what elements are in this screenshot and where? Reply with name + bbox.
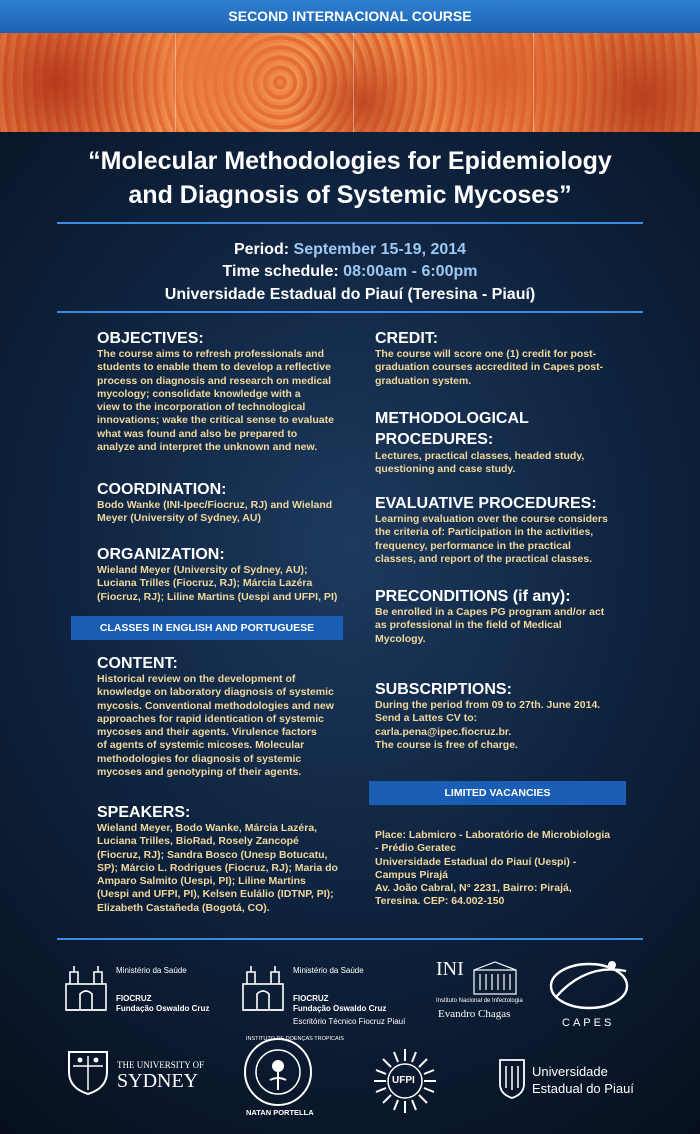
limited-vacancies-badge: LIMITED VACANCIES — [369, 781, 626, 805]
evaluative-section — [375, 495, 635, 566]
text-line: analyze and interpret the unknown and new. — [97, 441, 318, 454]
period-label: Period: — [233, 241, 290, 258]
credit-section — [375, 330, 635, 388]
text-line: Mycology. — [375, 632, 426, 645]
classes-language-badge: CLASSES IN ENGLISH AND PORTUGUESE — [71, 616, 343, 640]
methodological-text — [375, 450, 635, 477]
text-line: Wieland Meyer (University of Sydney, AU); — [97, 564, 308, 576]
coordination-heading: COORDINATION: — [97, 481, 227, 498]
coordination-section — [97, 481, 362, 526]
text-line: mycoses and genotyping of their agents. — [97, 766, 302, 779]
course-title — [30, 144, 670, 212]
text-line: Wieland Meyer, Bodo Wanke, Márcia Lazéra, — [97, 822, 318, 834]
uespi-line2: Estadual do Piauí — [532, 1081, 634, 1096]
venue: Universidade Estadual do Piauí (Teresina - Piauí) — [164, 286, 536, 303]
sydney-line2: SYDNEY — [117, 1070, 199, 1092]
banner-panel — [0, 33, 176, 132]
text-line: as professional in the field of Medical — [375, 619, 562, 632]
office-label: Escritório Técnico Fiocruz Piauí — [293, 1017, 406, 1026]
speakers-section — [97, 804, 362, 915]
capes-orbit-icon — [546, 955, 632, 1013]
coordination-text — [97, 499, 362, 526]
text-line: Meyer (University of Sydney, AU) — [97, 512, 261, 525]
time-label: Time schedule: — [222, 263, 339, 280]
text-line: (Fiocruz, RJ); Liline Martins (Uespi and UFPI, PI) — [97, 590, 338, 603]
text-line: the criteria of: Participation in the activities, — [375, 526, 594, 539]
ministry-label: Ministério da Saúde — [293, 966, 364, 975]
text-line: Campus Pirajá — [375, 868, 448, 881]
text-line: The course will score one (1) credit for post- — [375, 348, 597, 360]
fiocruz-building-icon — [241, 962, 285, 1014]
text-line: process on diagnosis and research on medical — [97, 374, 331, 387]
text-line: During the period from 09 to 27th. June 2014. — [375, 699, 601, 711]
time-line — [0, 262, 700, 282]
text-line: Place: Labmicro - Laboratório de Microbiologia — [375, 829, 611, 841]
fiocruz-building-icon — [64, 962, 108, 1014]
heading-line: PROCEDURES: — [375, 431, 494, 448]
capes-name: CAPES — [562, 1017, 615, 1029]
text-line: Historical review on the development of — [97, 673, 296, 685]
evaluative-text — [375, 513, 635, 566]
content-heading: CONTENT: — [97, 655, 178, 672]
fiocruz-fullname: Fundação Oswaldo Cruz — [116, 1004, 210, 1013]
ini-acronym: INI — [436, 958, 464, 980]
ufpi-logo — [370, 1045, 440, 1117]
course-label-bar — [0, 0, 700, 33]
text-line: of agents of systemic micoses. Molecular — [97, 739, 305, 752]
course-title-line: and Diagnosis of Systemic Mycoses” — [128, 181, 572, 209]
course-title-line: “Molecular Methodologies for Epidemiology — [88, 147, 612, 175]
evaluative-heading: EVALUATIVE PROCEDURES: — [375, 495, 597, 512]
subscriptions-section — [375, 681, 635, 752]
fiocruz-logo — [64, 962, 234, 1022]
credit-text — [375, 348, 635, 388]
divider — [57, 222, 643, 224]
course-label: SECOND INTERNACIONAL COURSE — [228, 8, 472, 24]
period-value: September 15-19, 2014 — [293, 241, 467, 258]
text-line: methodologies for diagnosis of systemic — [97, 752, 302, 765]
text-line: graduation courses accredited in Capes post- — [375, 361, 604, 374]
content-text — [97, 673, 362, 779]
text-line: approaches for rapid identication of systemic — [97, 712, 324, 725]
text-line: (Fiocruz, RJ); Sandra Bosco (Unesp Botucatu, — [97, 848, 328, 861]
idtnp-logo — [240, 1036, 344, 1120]
fiocruz-fullname: Fundação Oswaldo Cruz — [293, 1004, 387, 1013]
banner-panel — [354, 33, 534, 132]
speakers-text — [97, 822, 362, 915]
capes-logo — [546, 955, 636, 1031]
text-line: view to the incorporation of technological — [97, 401, 306, 414]
text-line: The course aims to refresh professionals and — [97, 348, 324, 360]
fiocruz-name: FIOCRUZ — [293, 994, 329, 1003]
text-line: Learning evaluation over the course considers — [375, 513, 608, 525]
text-line: Be enrolled in a Capes PG program and/or act — [375, 606, 605, 618]
ini-building-icon — [472, 960, 518, 996]
text-line: questioning and case study. — [375, 463, 516, 476]
banner-panel — [534, 33, 700, 132]
text-line: Luciana Trilles, BioRad, Rosely Zancopé — [97, 835, 299, 848]
divider — [57, 938, 643, 940]
text-line: SP); Márcio L. Rodrigues (Fiocruz, RJ); Maria do — [97, 861, 338, 874]
text-line: knowledge on laboratory diagnosis of systemic — [97, 686, 334, 699]
uespi-logo — [498, 1058, 648, 1106]
ini-logo — [434, 958, 524, 1028]
text-line: - Prédio Geratec — [375, 842, 457, 855]
text-line: Luciana Trilles (Fiocruz, RJ); Márcia Lazéra — [97, 577, 313, 590]
text-line: Bodo Wanke (INI-Ipec/Fiocruz, RJ) and Wieland — [97, 499, 333, 511]
methodological-heading — [375, 408, 635, 450]
sydney-crest-icon — [67, 1050, 109, 1096]
text-line: Av. João Cabral, N° 2231, Bairro: Pirajá, — [375, 882, 572, 895]
text-line: frequency, performance in the practical — [375, 539, 571, 552]
organization-heading: ORGANIZATION: — [97, 546, 225, 563]
text-line: The course is free of charge. — [375, 738, 518, 751]
place-text — [375, 829, 640, 909]
divider — [57, 311, 643, 313]
idtnp-name: NATAN PORTELLA — [246, 1108, 314, 1117]
text-line: (Uespi and UFPI, PI), Kelsen Eulálio (IDTNP, PI); — [97, 888, 334, 901]
sydney-logo — [67, 1050, 207, 1100]
sydney-line1: THE UNIVERSITY OF — [117, 1060, 205, 1070]
microscopy-banner — [0, 33, 700, 132]
ufpi-name: UFPI — [392, 1075, 415, 1086]
ministry-label: Ministério da Saúde — [116, 966, 187, 975]
credit-heading: CREDIT: — [375, 330, 439, 347]
uespi-line1: Universidade — [532, 1064, 608, 1079]
text-line: classes, and report of the practical classes. — [375, 552, 593, 565]
time-value: 08:00am - 6:00pm — [343, 263, 478, 280]
place-section — [375, 829, 640, 909]
text-line: what was found and also be prepared to — [97, 427, 298, 440]
objectives-heading: OBJECTIVES: — [97, 330, 204, 347]
fiocruz-piaui-logo — [241, 962, 421, 1026]
ini-name: Evandro Chagas — [438, 1008, 511, 1020]
uespi-crest-icon — [498, 1058, 526, 1100]
text-line: Amparo Salmito (Uespi, PI); Liline Martins — [97, 875, 306, 888]
objectives-section — [97, 330, 362, 454]
text-line: innovations; wake the critical sense to evaluate — [97, 414, 334, 427]
text-line: Send a Lattes CV to: — [375, 712, 478, 725]
text-line: Universidade Estadual do Piauí (Uespi) - — [375, 855, 577, 868]
ini-institute: Instituto Nacional de Infectologia — [436, 998, 523, 1004]
banner-panel — [176, 33, 354, 132]
speakers-heading: SPEAKERS: — [97, 804, 191, 821]
preconditions-heading: PRECONDITIONS (if any): — [375, 588, 571, 605]
email-link[interactable]: carla.pena@ipec.fiocruz.br. — [375, 725, 512, 738]
text-line: Lectures, practical classes, headed study, — [375, 450, 585, 462]
preconditions-section — [375, 588, 635, 646]
heading-line: METHODOLOGICAL — [375, 410, 529, 427]
organization-section — [97, 546, 362, 604]
subscriptions-text — [375, 699, 635, 752]
text-line: Teresina. CEP: 64.002-150 — [375, 895, 505, 908]
idtnp-ring: INSTITUTO DE DOENÇAS TROPICAIS — [246, 1036, 344, 1042]
period-line — [0, 240, 700, 260]
text-line: students to enable them to develop a reflective — [97, 361, 331, 374]
text-line: mycology; consolidate knowledge with a — [97, 387, 301, 400]
objectives-text — [97, 348, 362, 454]
methodological-section — [375, 408, 635, 477]
subscriptions-heading: SUBSCRIPTIONS: — [375, 681, 512, 698]
idtnp-seal-icon — [240, 1036, 316, 1112]
fiocruz-name: FIOCRUZ — [116, 994, 152, 1003]
text-line: Elizabeth Castañeda (Bogotá, CO). — [97, 901, 270, 914]
content-section — [97, 655, 362, 779]
preconditions-text — [375, 606, 635, 646]
text-line: mycosis. Conventional methodologies and new — [97, 699, 334, 712]
text-line: mycoses and their agents. Virulence factors — [97, 726, 317, 739]
organization-text — [97, 564, 362, 604]
text-line: graduation system. — [375, 374, 472, 387]
